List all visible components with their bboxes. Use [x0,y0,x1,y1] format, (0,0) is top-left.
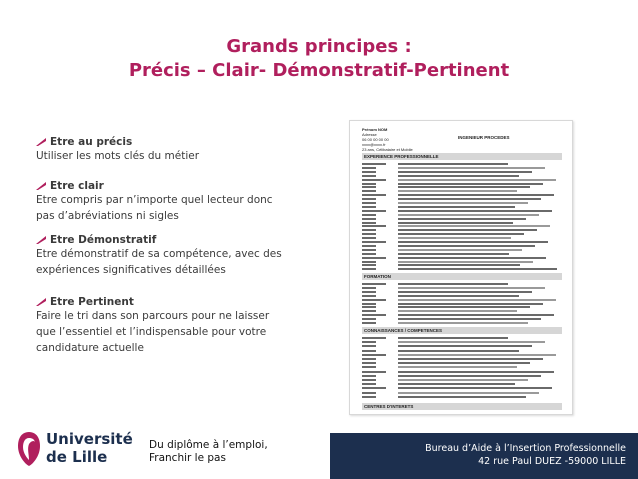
cv-text-line [362,383,376,385]
bullet-icon [36,236,46,244]
cv-text-line [398,245,535,247]
cv-text-line [362,261,376,263]
cv-text-line [398,183,543,185]
logo-text [46,430,133,466]
principle-text-line: Faire le tri dans son parcours pour ne laisser [36,310,270,322]
cv-text-line [398,375,541,377]
cv-text-line [398,264,520,266]
cv-text-line [362,241,386,243]
address-line1: Bureau d’Aide à l’Insertion Professionnelle [425,443,626,454]
cv-text-line [398,229,537,231]
cv-text-line [362,264,376,266]
principle-item [36,296,326,356]
cv-text-line [398,358,543,360]
cv-text-line [362,249,376,251]
logo-text-line2: de Lille [46,448,108,466]
cv-text-line [398,387,552,389]
cv-text-line [398,310,517,312]
cv-text-line [362,375,376,377]
principle-text [36,246,326,278]
universite-de-lille-logo [16,430,136,470]
cv-text-line [398,233,524,235]
cv-text-line [362,237,376,239]
logo-text-line1: Université [46,430,133,448]
cv-text-line [398,210,552,212]
principle-text-line: Utiliser les mots clés du métier [36,150,200,162]
cv-text-line [398,202,528,204]
principle-heading: Etre clair [50,180,104,192]
cv-text-line [362,175,376,177]
cv-text-line [362,362,376,364]
cv-header-line: Adresse [362,132,377,137]
cv-text-line [398,283,508,285]
cv-job-title: INGENIEUR PROCEDES [458,135,510,140]
tagline-line1: Du diplôme à l’emploi, [149,439,268,451]
cv-text-line [398,291,532,293]
principle-heading: Etre au précis [50,136,133,148]
principle-text-line: que l’essentiel et l’indispensable pour votre [36,326,267,338]
cv-text-line [362,210,386,212]
principle-item [36,234,326,278]
principle-item [36,136,326,164]
cv-text-line [362,322,376,324]
cv-text-line [398,287,545,289]
cv-text-line [362,354,386,356]
cv-text-line [398,366,517,368]
cv-text-line [362,350,376,352]
cv-text-line [398,190,517,192]
cv-text-line [398,186,530,188]
cv-text-line [362,291,376,293]
cv-text-line [398,314,554,316]
cv-text-line [398,337,508,339]
cv-text-line [398,362,530,364]
cv-text-line [398,179,556,181]
cv-text-line [398,257,546,259]
tagline-line2: Franchir le pas [149,452,226,464]
principle-text-line: candidature actuelle [36,342,144,354]
cv-text-line [398,167,545,169]
cv-text-line [362,287,376,289]
principle-text [36,148,326,164]
cv-text-line [398,194,554,196]
cv-text-line [398,163,508,165]
cv-section-header: CENTRES D'INTERETS [362,403,562,410]
cv-text-line [398,322,528,324]
cv-text-line [398,303,543,305]
cv-text-line [362,314,386,316]
footer-tagline [149,439,268,465]
principle-text [36,308,326,356]
cv-text-line [362,229,376,231]
cv-text-line [398,249,522,251]
cv-text-line [398,253,509,255]
bullet-icon [36,298,46,306]
cv-text-line [362,371,386,373]
cv-text-line [362,245,376,247]
cv-section-header: EXPERIENCE PROFESSIONNELLE [362,153,562,160]
principle-heading: Etre Démonstratif [50,234,157,246]
cv-text-line [398,379,528,381]
cv-text-line [398,175,519,177]
cv-text-line [398,225,550,227]
cv-text-line [362,341,376,343]
cv-text-line [362,303,376,305]
cv-text-line [362,358,376,360]
principle-text-line: pas d’abréviations ni sigles [36,210,179,222]
cv-text-line [362,206,376,208]
cv-text-line [398,350,519,352]
cv-text-line [362,396,376,398]
cv-text-line [362,171,376,173]
cv-text-line [398,383,515,385]
cv-header-line: 23 ans, Célibataire et Mobile [362,147,413,152]
cv-text-line [362,222,376,224]
principle-text [36,192,326,224]
cv-text-line [398,299,556,301]
cv-text-line [398,237,511,239]
cv-text-line [398,268,557,270]
cv-text-line [362,163,386,165]
logo-mark-icon [16,430,42,468]
address-line2: 42 rue Paul DUEZ -59000 LILLE [478,456,626,467]
cv-text-line [398,318,541,320]
cv-text-line [398,241,548,243]
cv-text-line [362,295,376,297]
cv-text-line [362,387,386,389]
bullet-icon [36,182,46,190]
cv-text-line [362,299,386,301]
cv-text-line [398,214,539,216]
principle-text-line: Etre démonstratif de sa compétence, avec des [36,248,282,260]
cv-header-line: xxxx@xxxx.fr [362,142,386,147]
principle-item [36,180,326,224]
cv-text-line [362,167,376,169]
cv-text-line [362,190,376,192]
cv-text-line [362,194,386,196]
page-title-line2: Précis – Clair- Démonstratif-Pertinent [128,60,510,81]
cv-text-line [398,396,526,398]
cv-text-line [362,310,376,312]
bullet-icon [36,138,46,146]
cv-header-line: 06 00 00 00 00 [362,137,389,142]
cv-text-line [362,253,376,255]
cv-text-line [362,186,376,188]
principle-text-line: expériences significatives détaillées [36,264,226,276]
cv-text-line [362,198,376,200]
footer-address [330,442,626,468]
cv-text-line [398,222,513,224]
cv-text-line [398,345,532,347]
cv-text-line [362,202,376,204]
cv-text-line [398,218,526,220]
cv-text-line [362,218,376,220]
cv-text-line [362,225,386,227]
page-title-line1: Grands principes : [226,36,412,57]
cv-text-line [362,283,386,285]
cv-text-line [398,295,519,297]
cv-header [362,127,413,152]
cv-text-line [362,183,376,185]
cv-example-image [349,120,573,415]
cv-text-line [362,366,376,368]
principle-heading: Etre Pertinent [50,296,134,308]
cv-section-header: CONNAISSANCES / COMPETENCES [362,327,562,334]
cv-text-line [362,268,376,270]
cv-header-line: Prénom NOM [362,127,388,132]
cv-text-line [398,354,556,356]
principle-text-line: Etre compris par n’importe quel lecteur donc [36,194,273,206]
cv-text-line [362,214,376,216]
cv-text-line [398,392,539,394]
cv-text-line [398,206,515,208]
cv-text-line [398,261,533,263]
cv-text-line [398,306,530,308]
cv-section-header: FORMATION [362,273,562,280]
cv-text-line [362,233,376,235]
cv-text-line [362,379,376,381]
cv-text-line [398,371,554,373]
cv-text-line [362,337,386,339]
cv-text-line [398,171,532,173]
cv-text-line [362,318,376,320]
cv-text-line [398,198,541,200]
cv-text-line [362,392,376,394]
cv-text-line [362,345,376,347]
cv-text-line [362,179,386,181]
cv-text-line [362,306,376,308]
cv-text-line [362,257,386,259]
cv-text-line [398,341,545,343]
